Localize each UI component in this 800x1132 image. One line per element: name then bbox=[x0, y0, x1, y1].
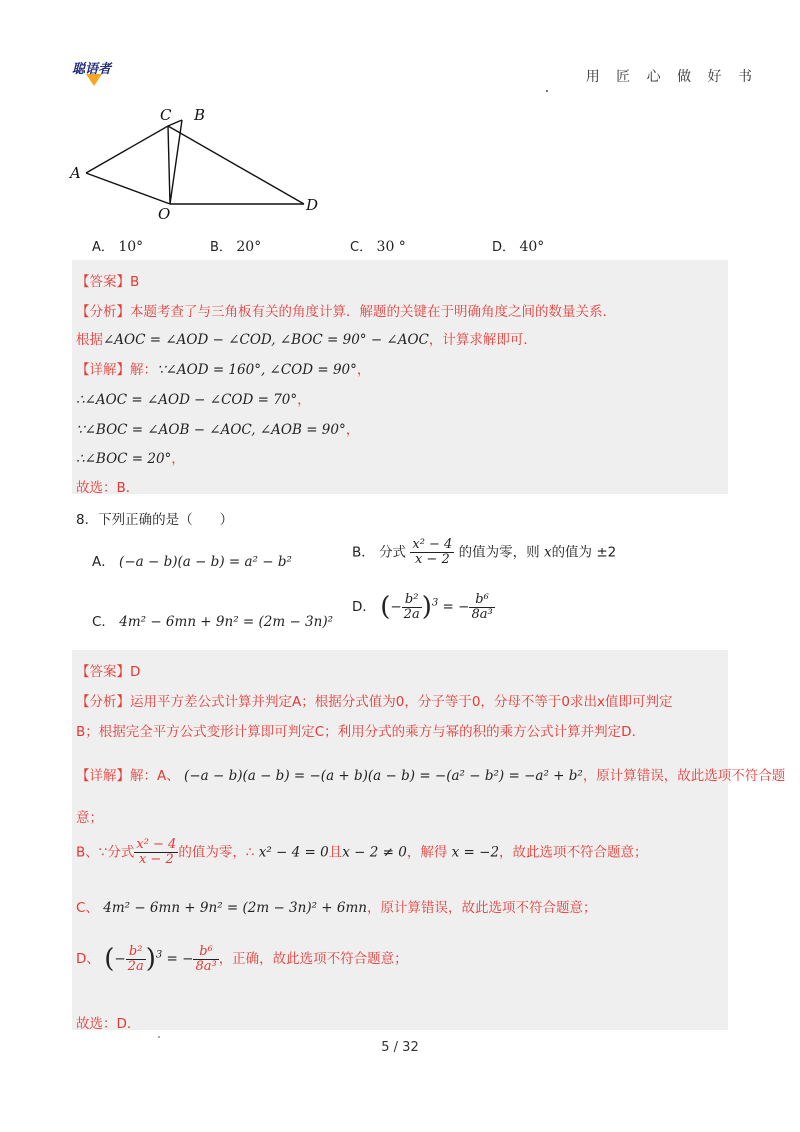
q7-option-a: A． 10° bbox=[92, 239, 144, 255]
q8-detail-b: B、∵分式 $\frac{\text{x² − 4}}{x - 2}$ 的值为零，∴ x² − 4 = 0且x − 2 ≠ 0，解得 x = −2，故此选项不符合题意； bbox=[76, 837, 648, 867]
q8-detail-d: D、 (− $\frac{\text{b²}}{2a}$ )$^3$ = − $\frac{\text{b⁶}}{\text{8a³}}$ ，正确，故此选项不符合题意； bbox=[76, 943, 408, 974]
q7-detail-step1: 【详解】解：∵∠AOD = 160°, ∠COD = 90°， bbox=[76, 362, 371, 378]
q8-analysis-line1: 【分析】运用平方差公式计算并判定A；根据分式值为0，分子等于0，分母不等于0求出x值即可判定 bbox=[76, 694, 673, 710]
q7-basis: 根据∠AOC = ∠AOD − ∠COD, ∠BOC = 90° − ∠AOC，计算求解即可． bbox=[76, 332, 537, 348]
q7-detail-step3: ∵∠BOC = ∠AOB − ∠AOC, ∠AOB = 90°， bbox=[76, 422, 360, 438]
page-number: 5 / 32 bbox=[381, 1040, 419, 1055]
q7-analysis: 【分析】本题考查了与三角板有关的角度计算．解题的关键在于明确角度之间的数量关系． bbox=[76, 304, 616, 320]
q7-answer: 【答案】B bbox=[76, 274, 140, 290]
publisher-logo bbox=[72, 58, 130, 92]
q8-choose: 故选：D． bbox=[76, 1016, 141, 1032]
q7-option-c: C． 30 ° bbox=[350, 239, 406, 255]
figure-label-d: D bbox=[306, 196, 319, 214]
q8-analysis-line2: B；根据完全平方公式变形计算即可判定C；利用分式的乘方与幂的积的乘方公式计算并判定D． bbox=[76, 724, 646, 740]
page-mark bbox=[158, 1036, 160, 1038]
q7-option-d: D． 40° bbox=[492, 239, 545, 255]
q8-option-d: D． (− $\frac{\text{b²}}{2a}$ )$^3$ = − $\frac{\text{b⁶}}{\text{8a³}}$ bbox=[352, 591, 493, 622]
svg-text:聪语者: 聪语者 bbox=[72, 62, 112, 77]
q7-option-b: B． 20° bbox=[210, 239, 262, 255]
q8-stem: 8．下列正确的是（ ） bbox=[76, 512, 234, 528]
figure-label-c: C bbox=[160, 106, 172, 124]
header-slogan: 用 匠 心 做 好 书 bbox=[585, 69, 758, 85]
geometry-figure bbox=[66, 100, 336, 229]
q8-detail-c: C、 4m² − 6mn + 9n² = (2m − 3n)² + 6mn，原计算错误，故此选项不符合题意； bbox=[76, 900, 597, 916]
q8-answer: 【答案】D bbox=[76, 664, 141, 680]
q8-option-b: B． 分式 $\frac{\text{x² − 4}}{x - 2}$ 的值为零，则 x的值为 ±2 bbox=[352, 537, 617, 567]
q8-detail-a: 【详解】解：A、 (−a − b)(a − b) = −(a + b)(a − b) = −(a² − b²) = −a² + b²，原计算错误，故此选项不符合题 bbox=[76, 768, 786, 784]
header-mark bbox=[546, 90, 548, 92]
q7-detail-step4: ∴∠BOC = 20°， bbox=[76, 451, 185, 467]
q7-detail-step2: ∴∠AOC = ∠AOD − ∠COD = 70°， bbox=[76, 392, 311, 408]
q7-choose: 故选：B． bbox=[76, 480, 140, 496]
figure-label-o: O bbox=[158, 205, 171, 223]
figure-label-b: B bbox=[194, 106, 206, 124]
q8-option-c: C． 4m² − 6mn + 9n² = (2m − 3n)² bbox=[92, 614, 334, 630]
q8-detail-a-cont: 意； bbox=[76, 810, 103, 826]
figure-label-a: A bbox=[70, 164, 81, 182]
q8-option-a: A． (−a − b)(a − b) = a² − b² bbox=[92, 554, 292, 570]
